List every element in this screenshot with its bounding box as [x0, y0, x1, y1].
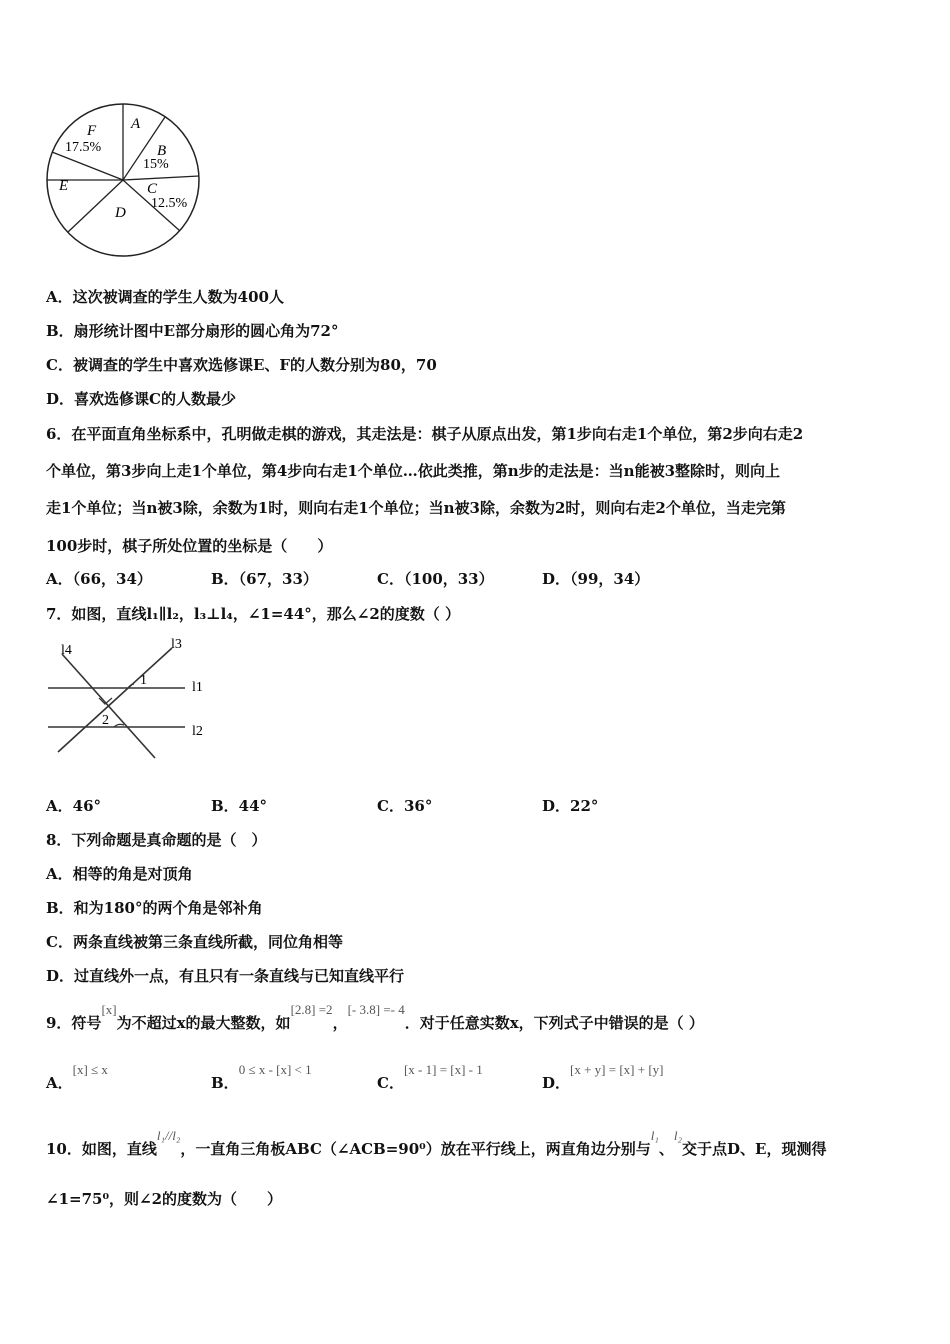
q10-stem-line-2: ∠1=75⁰，则∠2的度数为（ ） — [46, 1190, 283, 1208]
q7-option-b: B．44° — [211, 797, 268, 815]
q8-option-a: A．相等的角是对顶角 — [46, 865, 193, 883]
q9-option-d-math: [x + y] = [x] + [y] — [570, 1062, 664, 1077]
q10-text-1: 10．如图，直线 — [46, 1140, 157, 1158]
q8-option-b: B．和为180°的两个角是邻补角 — [46, 899, 263, 917]
q9-text-1: 9．符号 — [46, 1014, 102, 1032]
q6-option-b: B．（67，33） — [211, 570, 318, 588]
q6-option-c: C．（100，33） — [377, 570, 494, 588]
q9-option-a-math: [x] ≤ x — [72, 1062, 108, 1077]
q10-text-4: 交于点D、E，现测得 — [682, 1140, 827, 1158]
q10-stem — [46, 1128, 827, 1159]
pie-divider — [123, 176, 199, 180]
right-angle-mark — [99, 698, 112, 704]
q7-lines-figure — [40, 632, 220, 767]
pie-label-b: B — [157, 143, 167, 159]
q5-option-a: A．这次被调查的学生人数为400人 — [46, 288, 284, 306]
pie-percent-b: 15% — [143, 157, 169, 172]
q6-option-a: A．（66，34） — [46, 570, 152, 588]
q7-stem: 7．如图，直线l₁∥l₂，l₃⊥l₄，∠1=44°，那么∠2的度数（ ） — [46, 605, 461, 623]
q9-math-example-1: [2.8] =2 — [290, 1002, 333, 1017]
label-l2: l2 — [192, 724, 203, 739]
q5-option-b: B．扇形统计图中E部分扇形的圆心角为72° — [46, 322, 339, 340]
q10-text-3: 、 — [658, 1140, 674, 1158]
q9-option-b: B．0 ≤ x - [x] < 1 — [211, 1062, 312, 1092]
pie-divider — [52, 152, 123, 180]
q10-math-l1: l₁ — [650, 1128, 659, 1143]
q9-option-c-math: [x - 1] = [x] - 1 — [403, 1062, 483, 1077]
label-angle-2: 2 — [102, 713, 109, 728]
line-l3 — [58, 648, 172, 752]
q9-text-2: 为不超过x的最大整数，如 — [116, 1014, 291, 1032]
q7-option-d: D．22° — [542, 797, 599, 815]
q6-stem-line-1: 6．在平面直角坐标系中，孔明做走棋的游戏，其走法是：棋子从原点出发，第1步向右走1个单位，第2步向右走2 — [46, 425, 804, 443]
q5-option-d: D．喜欢选修课C的人数最少 — [46, 390, 236, 408]
q6-stem-line-4: 100步时，棋子所处位置的坐标是（ ） — [46, 537, 333, 555]
q8-option-c: C．两条直线被第三条直线所截，同位角相等 — [46, 933, 343, 951]
q9-math-floor-x: [x] — [101, 1002, 117, 1017]
q5-option-c: C．被调查的学生中喜欢选修课E、F的人数分别为80，70 — [46, 356, 437, 374]
q9-option-b-math: 0 ≤ x - [x] < 1 — [238, 1062, 312, 1077]
q10-text-2: ，一直角三角板ABC（∠ACB=90⁰）放在平行线上，两直角边分别与 — [180, 1140, 651, 1158]
q7-option-a: A．46° — [46, 797, 102, 815]
pie-label-e: E — [59, 178, 69, 194]
pie-label-a: A — [131, 116, 141, 132]
pie-percent-c: 12.5% — [151, 196, 188, 211]
pie-percent-f: 17.5% — [65, 140, 102, 155]
label-l4: l4 — [61, 643, 72, 658]
q6-stem-line-2: 个单位，第3步向上走1个单位，第4步向右走1个单位…依此类推，第n步的走法是：当n能被3整除时，则向上 — [46, 462, 781, 480]
label-l1: l1 — [192, 680, 203, 695]
pie-label-f: F — [87, 123, 97, 139]
label-angle-1: 1 — [140, 673, 147, 688]
q10-math-l2: l₂ — [673, 1128, 683, 1143]
q10-math-parallel: l₁//l₂ — [156, 1128, 181, 1143]
q6-stem-line-3: 走1个单位；当n被3除，余数为1时，则向右走1个单位；当n被3除，余数为2时，则向右走2个单位，当走完第 — [46, 499, 786, 517]
pie-label-c: C — [147, 181, 158, 197]
q9-option-c: C．[x - 1] = [x] - 1 — [377, 1062, 483, 1092]
q9-option-d: D．[x + y] = [x] + [y] — [542, 1062, 664, 1092]
q9-text-3: ， — [332, 1014, 348, 1032]
q9-option-a: A．[x] ≤ x — [46, 1062, 108, 1092]
q8-option-d: D．过直线外一点，有且只有一条直线与已知直线平行 — [46, 967, 405, 985]
pie-chart-figure — [40, 100, 210, 265]
q7-option-c: C．36° — [377, 797, 433, 815]
q9-math-example-2: [- 3.8] =- 4 — [347, 1002, 405, 1017]
q9-stem — [46, 1002, 704, 1033]
q9-text-4: ．对于任意实数x，下列式子中错误的是（ ） — [404, 1014, 704, 1032]
pie-label-d: D — [115, 205, 126, 221]
q6-option-d: D．（99，34） — [542, 570, 650, 588]
q8-stem: 8．下列命题是真命题的是（ ） — [46, 831, 267, 849]
label-l3: l3 — [171, 637, 182, 652]
